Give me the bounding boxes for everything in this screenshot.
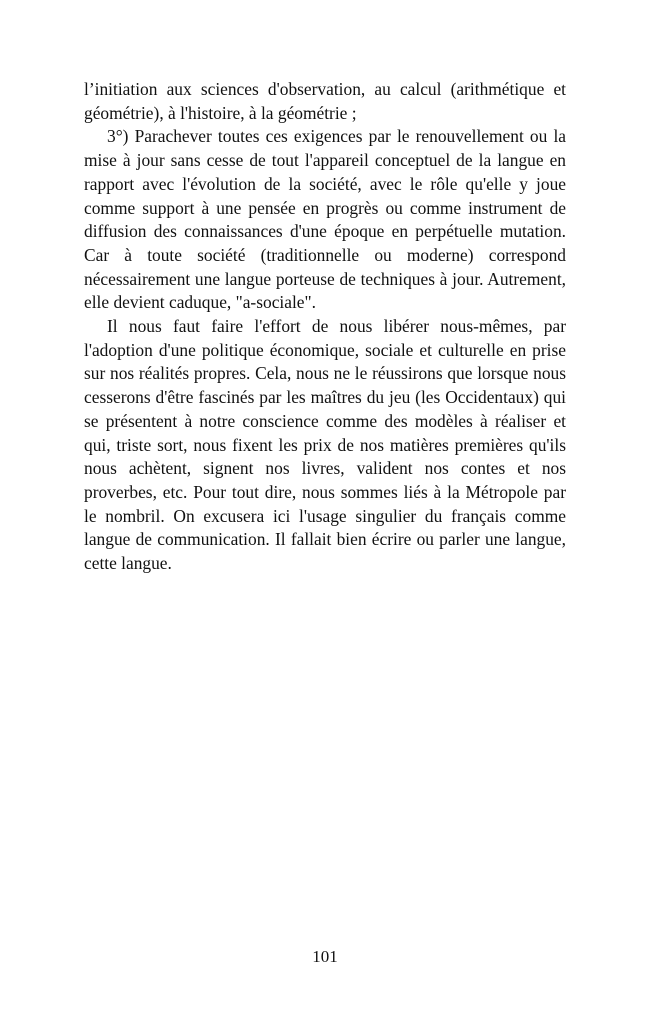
page-body bbox=[84, 78, 566, 576]
paragraph-liberation: Il nous faut faire l'effort de nous libérer nous-mêmes, par l'adoption d'une politique économique, sociale et culturelle en prise sur nos réalités propres. Cela, nous ne le réussirons que lorsque nous cesserons d'être fascinés par les maîtres du jeu (les Occidentaux) qui se présentent à notre conscience comme des modèles à réaliser et qui, triste sort, nous fixent les prix de nos matières premières qu'ils nous achètent, signent nos livres, valident nos contes et nos proverbes, etc. Pour tout dire, nous sommes liés à la Métropole par le nombril. On excusera ici l'usage singulier du français comme langue de communication. Il fallait bien écrire ou parler une langue, cette langue. bbox=[84, 316, 566, 574]
paragraph-point-3: 3°) Parachever toutes ces exigences par le renouvellement ou la mise à jour sans cesse de tout l'appareil conceptuel de la langue en rapport avec l'évolution de la société, avec le rôle qu'elle y joue comme support à une pensée en progrès ou comme instrument de diffusion des connaissances d'une époque en perpétuelle mutation. Car à toute société (traditionnelle ou moderne) correspond nécessairement une langue porteuse de techniques à jour. Autrement, elle devient caduque, "a-sociale". bbox=[84, 126, 566, 313]
page-number: 101 bbox=[312, 947, 338, 966]
paragraph-continuation: l’initiation aux sciences d'observation, au calcul (arithmétique et géométrie), à l'histoire, à la géométrie ; bbox=[84, 79, 566, 123]
